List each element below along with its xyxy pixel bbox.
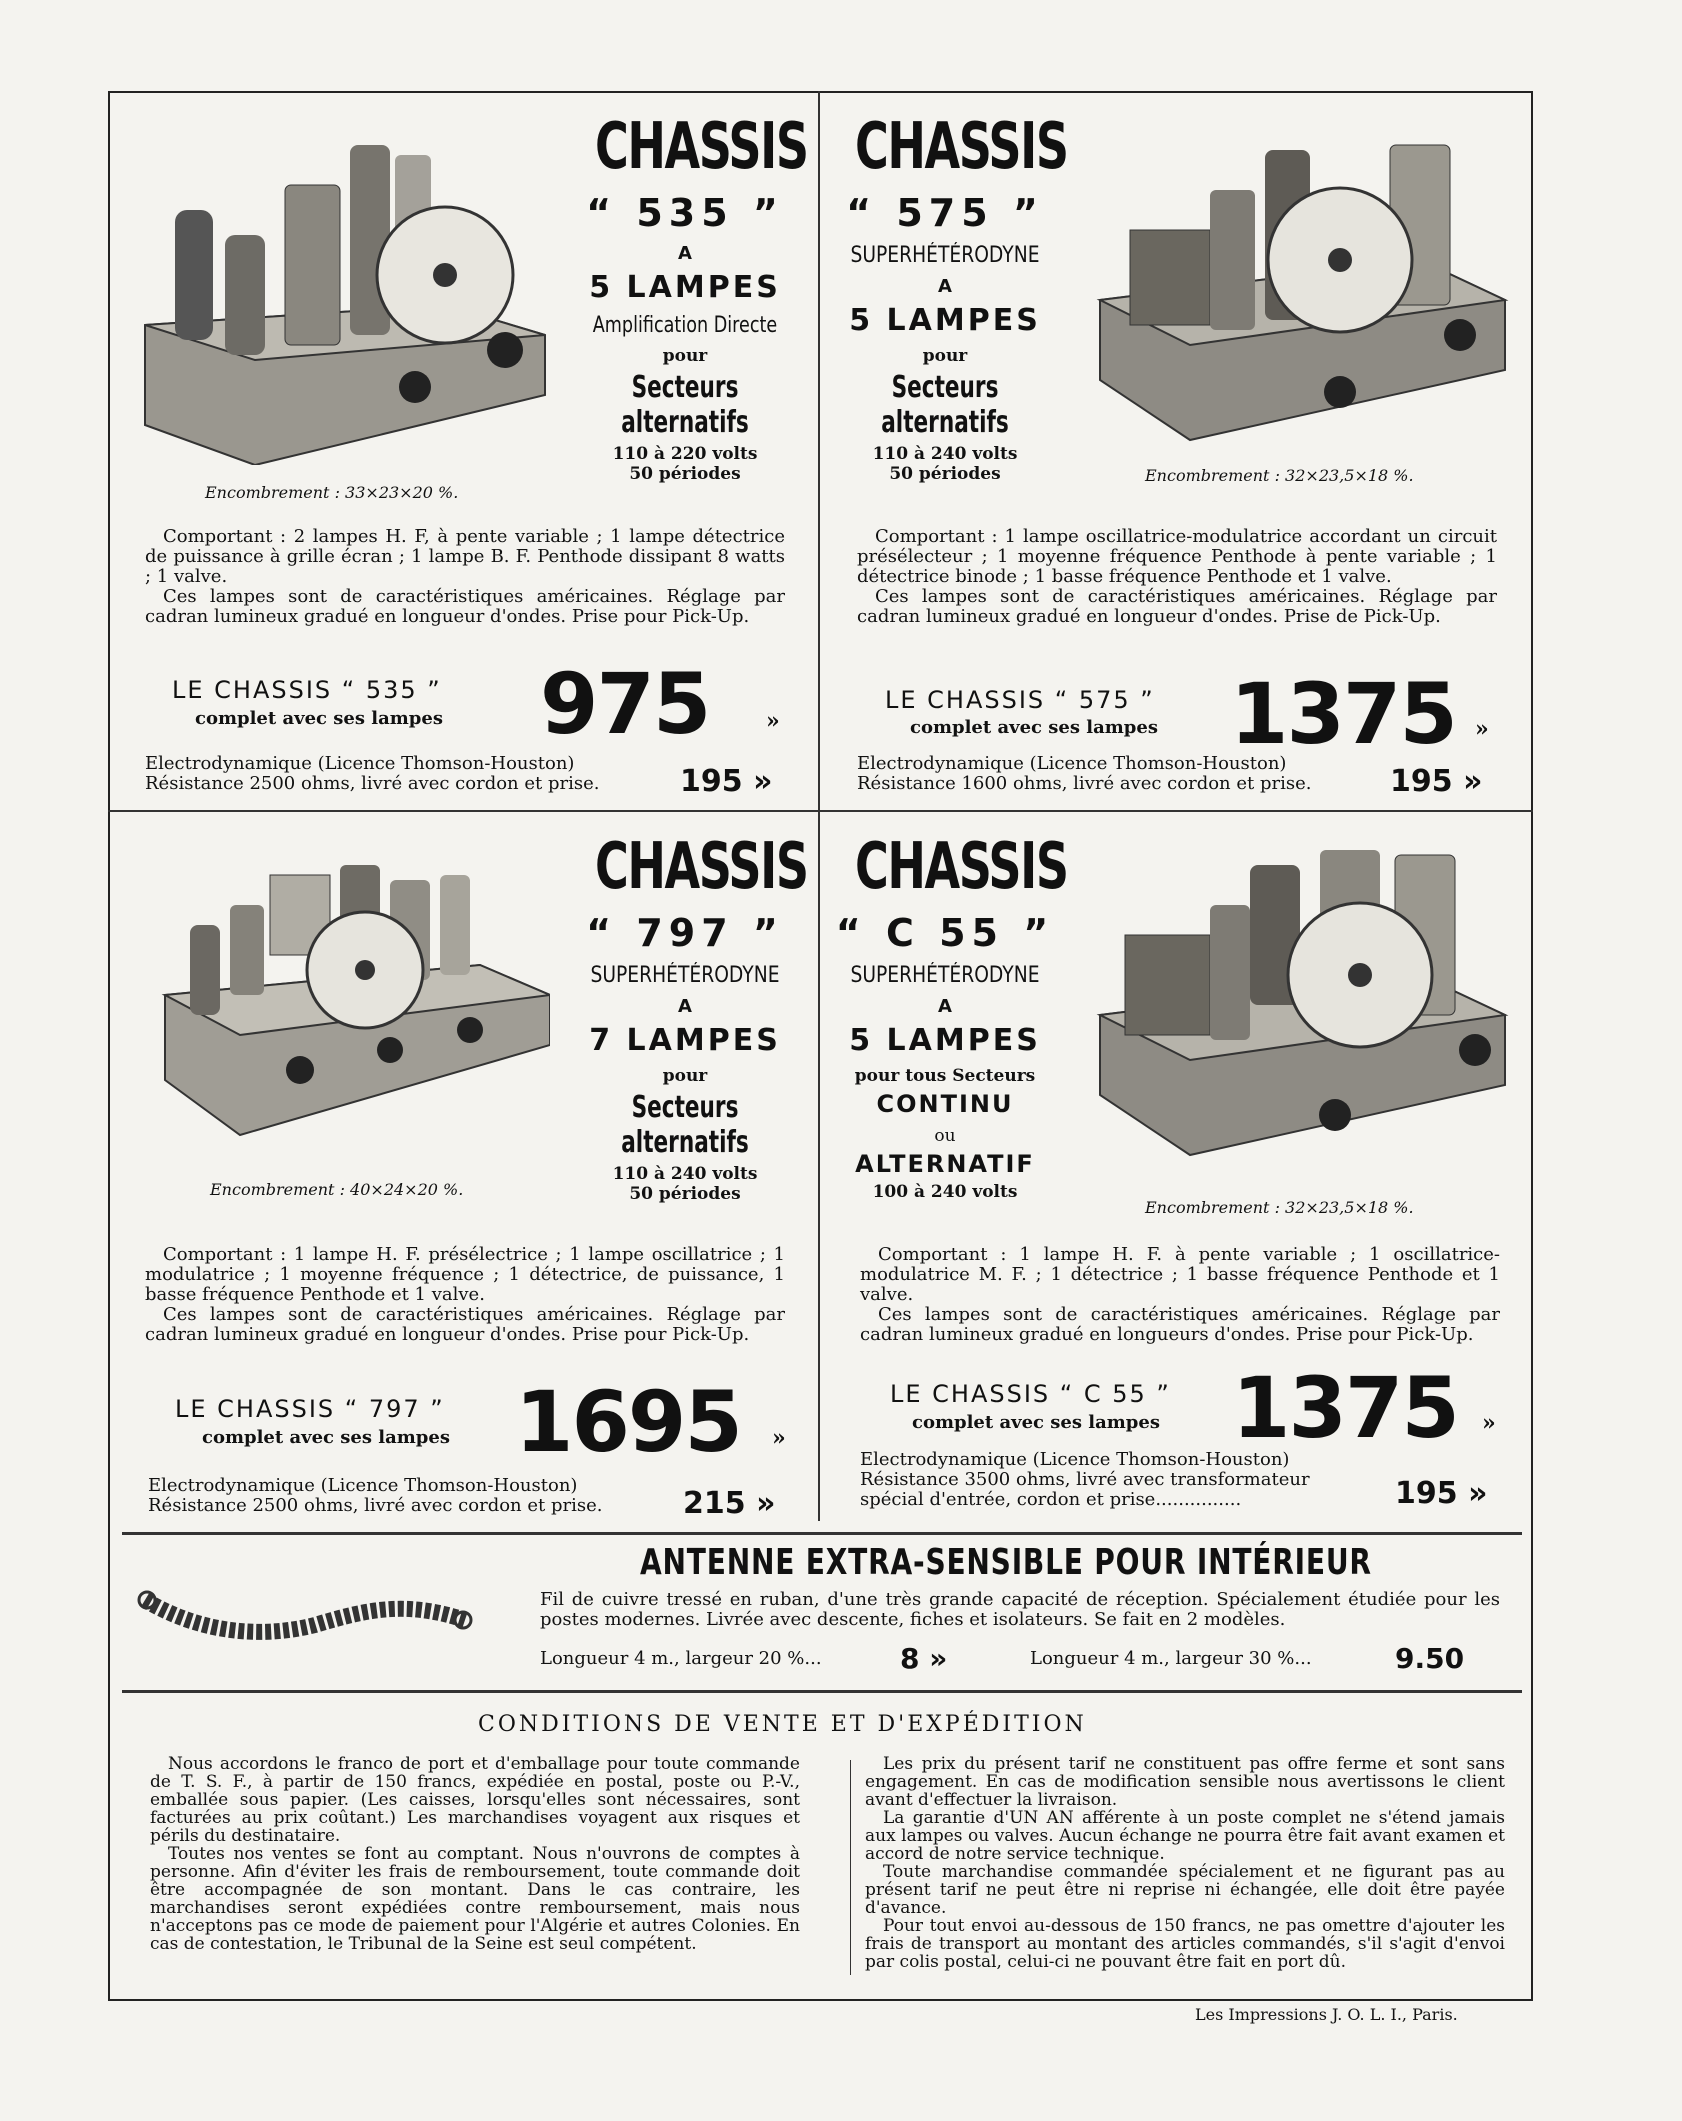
encombrement-575: Encombrement : 32×23,5×18 %. (1145, 466, 1414, 485)
elec-line-3: spécial d'entrée, cordon et prise............... (860, 1489, 1242, 1510)
model-number: “ 575 ” (846, 191, 1044, 235)
antenne-top-rule (122, 1532, 1522, 1535)
model-number: “ C 55 ” (835, 911, 1055, 955)
price-575: 1375 (1230, 665, 1456, 763)
elec-line-2: Résistance 3500 ohms, livré avec transformateur (860, 1469, 1310, 1490)
desc-para-1: Comportant : 1 lampe H. F. présélectrice ; 1 lampe oscillatrice ; 1 modulatrice ; 1 moyenne fréquence ; 1 détectrice, de puissance, 1 basse fréquence Penthode et 1 valve. (145, 1244, 785, 1305)
secteurs-label: Secteurs alternatifs (621, 1090, 749, 1160)
desc-para-2: Ces lampes sont de caractéristiques américaines. Réglage par cadran lumineux gradué en longueur d'ondes. Prise de Pick-Up. (857, 586, 1497, 627)
a-label: A (678, 243, 692, 264)
model-number: “ 797 ” (586, 911, 784, 955)
encombrement-535: Encombrement : 33×23×20 %. (205, 483, 459, 502)
alternatif-label: ALTERNATIF (855, 1150, 1035, 1178)
volts-range: 110 à 240 volts (872, 444, 1018, 464)
desc-para-1: Comportant : 1 lampe oscillatrice-modulatrice accordant un circuit présélecteur ; 1 moyenne fréquence Penthode à pente variable ; 1 détectrice binode ; 1 basse fréquence Penthode et 1 valve. (857, 526, 1497, 587)
volts-range: 110 à 240 volts (612, 1164, 758, 1184)
description-575 (857, 527, 1497, 627)
elec-line-2: Résistance 2500 ohms, livré avec cordon et prise. (145, 773, 600, 794)
chassis-c55-photo (1090, 845, 1510, 1165)
chassis-797-photo (150, 845, 550, 1145)
antenne-option-1-length: Longueur 4 m., largeur 20 %... (540, 1648, 822, 1669)
volts-range: 110 à 220 volts (612, 444, 758, 464)
electrodynamique-535 (145, 754, 599, 794)
complet-lampes-c55: complet avec ses lampes (912, 1412, 1160, 1433)
a-label: A (678, 996, 692, 1017)
chassis-535-heading (560, 110, 810, 484)
superheterodyne-label: SUPERHÉTÉRODYNE (850, 243, 1040, 268)
a-label: A (938, 996, 952, 1017)
price-797-suffix: » (772, 1425, 786, 1451)
desc-para-2: Ces lampes sont de caractéristiques américaines. Réglage par cadran lumineux gradué en longueur d'ondes. Prise pour Pick-Up. (145, 1304, 785, 1345)
desc-para-1: Comportant : 2 lampes H. F, à pente variable ; 1 lampe détectrice de puissance à grille écran ; 1 lampe B. F. Penthode dissipant 8 watts ; 1 valve. (145, 526, 785, 587)
price-575-suffix: » (1475, 716, 1489, 742)
chassis-575-photo (1090, 130, 1510, 450)
conditions-divider (850, 1760, 851, 1975)
description-535 (145, 527, 785, 627)
superheterodyne-label: SUPERHÉTÉRODYNE (590, 963, 780, 988)
encombrement-797: Encombrement : 40×24×20 %. (210, 1180, 464, 1199)
chassis-c55-heading (820, 830, 1070, 1202)
electrodynamique-c55 (860, 1450, 1310, 1510)
complet-lampes-575: complet avec ses lampes (910, 717, 1158, 738)
lampes-count: 7 LAMPES (589, 1023, 781, 1058)
antenne-title: ANTENNE EXTRA-SENSIBLE POUR INTÉRIEUR (640, 1542, 1372, 1583)
description-797 (145, 1245, 785, 1345)
conditions-title: CONDITIONS DE VENTE ET D'EXPÉDITION (478, 1712, 1087, 1737)
secteurs-label: Secteurs alternatifs (621, 370, 749, 440)
a-label: A (938, 276, 952, 297)
printer-imprint: Les Impressions J. O. L. I., Paris. (1195, 2005, 1458, 2024)
pour-label: pour (922, 346, 968, 366)
elec-price-535: 195 » (680, 764, 773, 799)
amplification-type: Amplification Directe (592, 313, 778, 338)
volts-range: 100 à 240 volts (872, 1182, 1018, 1202)
secteurs-label: Secteurs alternatifs (881, 370, 1009, 440)
conditions-right-para-3: Toute marchandise commandée spécialement et ne figurant pas au présent tarif ne peut être ni reprise ni échangée, elle doit être payée d'avance. (865, 1862, 1505, 1918)
chassis-title: CHASSIS (855, 110, 1068, 184)
chassis-title: CHASSIS (595, 830, 808, 904)
price-c55-suffix: » (1482, 1410, 1496, 1436)
encombrement-c55: Encombrement : 32×23,5×18 %. (1145, 1198, 1414, 1217)
chassis-title: CHASSIS (595, 110, 808, 184)
middle-divider (108, 810, 1533, 812)
chassis-535-photo (135, 125, 555, 465)
pour-label: pour (662, 346, 708, 366)
antenna-ribbon-image (135, 1580, 475, 1660)
price-535: 975 (540, 655, 710, 753)
complet-lampes-797: complet avec ses lampes (202, 1427, 450, 1448)
antenne-option-2-length: Longueur 4 m., largeur 30 %... (1030, 1648, 1312, 1669)
lampes-count: 5 LAMPES (849, 303, 1041, 338)
le-chassis-535: LE CHASSIS “ 535 ” (172, 676, 442, 704)
le-chassis-575: LE CHASSIS “ 575 ” (885, 686, 1155, 714)
le-chassis-c55: LE CHASSIS “ C 55 ” (890, 1380, 1171, 1408)
electrodynamique-797 (148, 1476, 602, 1516)
conditions-right-para-4: Pour tout envoi au-dessous de 150 francs, ne pas omettre d'ajouter les frais de transport au montant des articles commandés, s'il s'agit d'envoi par colis postal, celui-ci ne pouvant être fait en port dû. (865, 1916, 1505, 1972)
pour-secteurs-label: pour tous Secteurs (854, 1066, 1036, 1086)
periodes: 50 périodes (629, 1184, 741, 1204)
elec-line-1: Electrodynamique (Licence Thomson-Houston) (148, 1475, 578, 1496)
desc-para-2: Ces lampes sont de caractéristiques américaines. Réglage par cadran lumineux gradué en longueurs d'ondes. Prise pour Pick-Up. (860, 1304, 1500, 1345)
model-number: “ 535 ” (586, 191, 784, 235)
price-c55: 1375 (1232, 1359, 1458, 1457)
price-535-suffix: » (766, 708, 780, 734)
elec-price-797: 215 » (683, 1486, 776, 1521)
chassis-797-heading (560, 830, 810, 1204)
pour-label: pour (662, 1066, 708, 1086)
price-797: 1695 (515, 1373, 741, 1471)
conditions-left-para-1: Nous accordons le franco de port et d'emballage pour toute commande de T. S. F., à partir de 150 francs, expédiée en postal, poste ou P.-V., emballée sous papier. (Les caisses, lorsqu'elles sont nécessaires, sont facturées au prix coûtant.) Les marchandises voyagent aux risques et périls du destinataire. (150, 1754, 800, 1846)
chassis-575-heading (820, 110, 1070, 484)
antenne-option-2-price: 9.50 (1395, 1642, 1465, 1675)
elec-price-c55: 195 » (1395, 1476, 1488, 1511)
continu-label: CONTINU (876, 1090, 1014, 1118)
lampes-count: 5 LAMPES (849, 1023, 1041, 1058)
conditions-right-column (865, 1755, 1505, 1971)
conditions-right-para-2: La garantie d'UN AN afférente à un poste complet ne s'étend jamais aux lampes ou valves. Aucun échange ne pourra être fait avant examen et accord de notre service technique. (865, 1808, 1505, 1864)
conditions-right-para-1: Les prix du présent tarif ne constituent pas offre ferme et sont sans engagement. En cas de modification sensible nous avertissons le client avant d'effectuer la livraison. (865, 1754, 1505, 1810)
periodes: 50 périodes (889, 464, 1001, 484)
chassis-title: CHASSIS (855, 830, 1068, 904)
elec-line-2: Résistance 2500 ohms, livré avec cordon et prise. (148, 1495, 603, 1516)
electrodynamique-575 (857, 754, 1311, 794)
complet-lampes-535: complet avec ses lampes (195, 708, 443, 729)
superheterodyne-label: SUPERHÉTÉRODYNE (850, 963, 1040, 988)
lampes-count: 5 LAMPES (589, 270, 781, 305)
ou-label: ou (934, 1126, 956, 1146)
description-c55 (860, 1245, 1500, 1345)
le-chassis-797: LE CHASSIS “ 797 ” (175, 1395, 445, 1423)
antenne-description: Fil de cuivre tressé en ruban, d'une très grande capacité de réception. Spécialement étudiée pour les postes modernes. Livrée avec descente, fiches et isolateurs. Se fait en 2 modèles. (540, 1589, 1500, 1630)
conditions-left-para-2: Toutes nos ventes se font au comptant. Nous n'ouvrons de comptes à personne. Afin d'éviter les frais de remboursement, toute commande doit être accompagnée de son montant. Dans le cas contraire, les marchandises seront expédiées contre remboursement, mais nous n'acceptons pas ce mode de paiement pour l'Algérie et autres Colonies. En cas de contestation, le Tribunal de la Seine est seul compétent. (150, 1844, 800, 1954)
desc-para-1: Comportant : 1 lampe H. F. à pente variable ; 1 oscillatrice-modulatrice M. F. ; 1 détectrice ; 1 basse fréquence Penthode et 1 valve. (860, 1244, 1500, 1305)
elec-line-1: Electrodynamique (Licence Thomson-Houston) (860, 1449, 1290, 1470)
elec-line-2: Résistance 1600 ohms, livré avec cordon et prise. (857, 773, 1312, 794)
antenne-bottom-rule (122, 1690, 1522, 1693)
desc-para-2: Ces lampes sont de caractéristiques américaines. Réglage par cadran lumineux gradué en longueur d'ondes. Prise pour Pick-Up. (145, 586, 785, 627)
conditions-left-column (150, 1755, 800, 1953)
elec-line-1: Electrodynamique (Licence Thomson-Houston) (857, 753, 1287, 774)
elec-price-575: 195 » (1390, 764, 1483, 799)
elec-line-1: Electrodynamique (Licence Thomson-Houston) (145, 753, 575, 774)
periodes: 50 périodes (629, 464, 741, 484)
antenne-option-1-price: 8 » (900, 1642, 948, 1675)
